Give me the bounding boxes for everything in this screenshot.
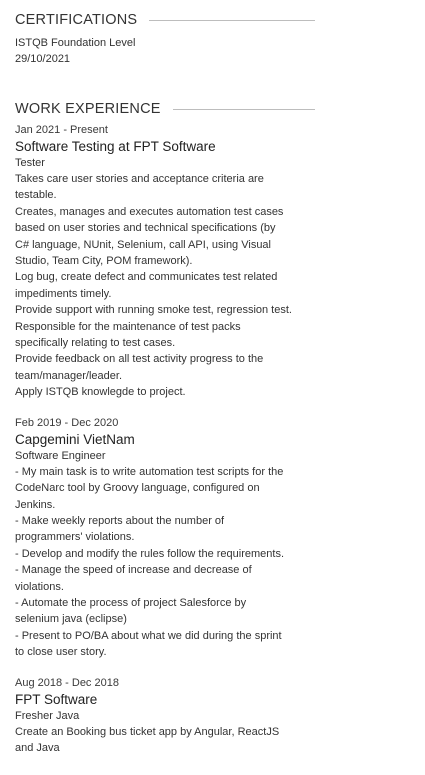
section-divider <box>173 109 315 110</box>
job-entry-fpt-fresher <box>15 675 315 757</box>
job-dates: Jan 2021 - Present <box>15 124 108 136</box>
job-description: Takes care user stories and acceptance criteria are testable. Creates, manages and executes automation test cases based on user stories and technical specifications (by C# language, NUnit, Selenium, call API, using Visual Studio, Team City, POM framework). Log bug, create defect and communicates test related impediments timely. Provide support with running smoke test, regression test. Responsible for the maintenance of test packs specifically relating to test cases. Provide feedback on all test activity progress to the team/manager/leader. Apply ISTQB knowlegde to project. <box>15 173 292 399</box>
job-dates: Feb 2019 - Dec 2020 <box>15 416 119 429</box>
job-role: Software Engineer <box>15 449 106 462</box>
job-description: Create an Booking bus ticket app by Angular, ReactJS and Java <box>15 725 280 754</box>
job-title: Capgemini VietNam <box>15 431 135 447</box>
work-experience-header <box>15 98 315 120</box>
section-title-work-experience: WORK EXPERIENCE <box>15 101 161 117</box>
job-title: FPT Software <box>15 691 98 707</box>
work-experience-section <box>15 98 315 756</box>
certification-date: 29/10/2021 <box>15 53 71 66</box>
certification-item <box>15 35 315 68</box>
job-dates: Aug 2018 - Dec 2018 <box>15 676 119 689</box>
certifications-header <box>15 9 315 31</box>
certifications-section <box>15 9 315 68</box>
job-role: Tester <box>15 157 45 169</box>
job-role: Fresher Java <box>15 709 80 722</box>
section-title-certifications: CERTIFICATIONS <box>15 12 138 28</box>
job-title: Software Testing at FPT Software <box>15 139 216 154</box>
certification-name: ISTQB Foundation Level <box>15 37 136 49</box>
job-description: - My main task is to write automation test scripts for the CodeNarc tool by Groovy language, configured on Jenkins. - Make weekly reports about the number of programmers' violations. - Develop and modify the rules follow the requirements. - Manage the speed of increase and decrease of violations. - Automate the process of project Salesforce by selenium java (eclipse) - Present to PO/BA about what we did during the sprint to close user story. <box>15 465 285 659</box>
section-divider <box>149 20 315 21</box>
job-entry-capgemini <box>15 415 315 661</box>
job-entry-fpt-testing <box>15 122 315 401</box>
